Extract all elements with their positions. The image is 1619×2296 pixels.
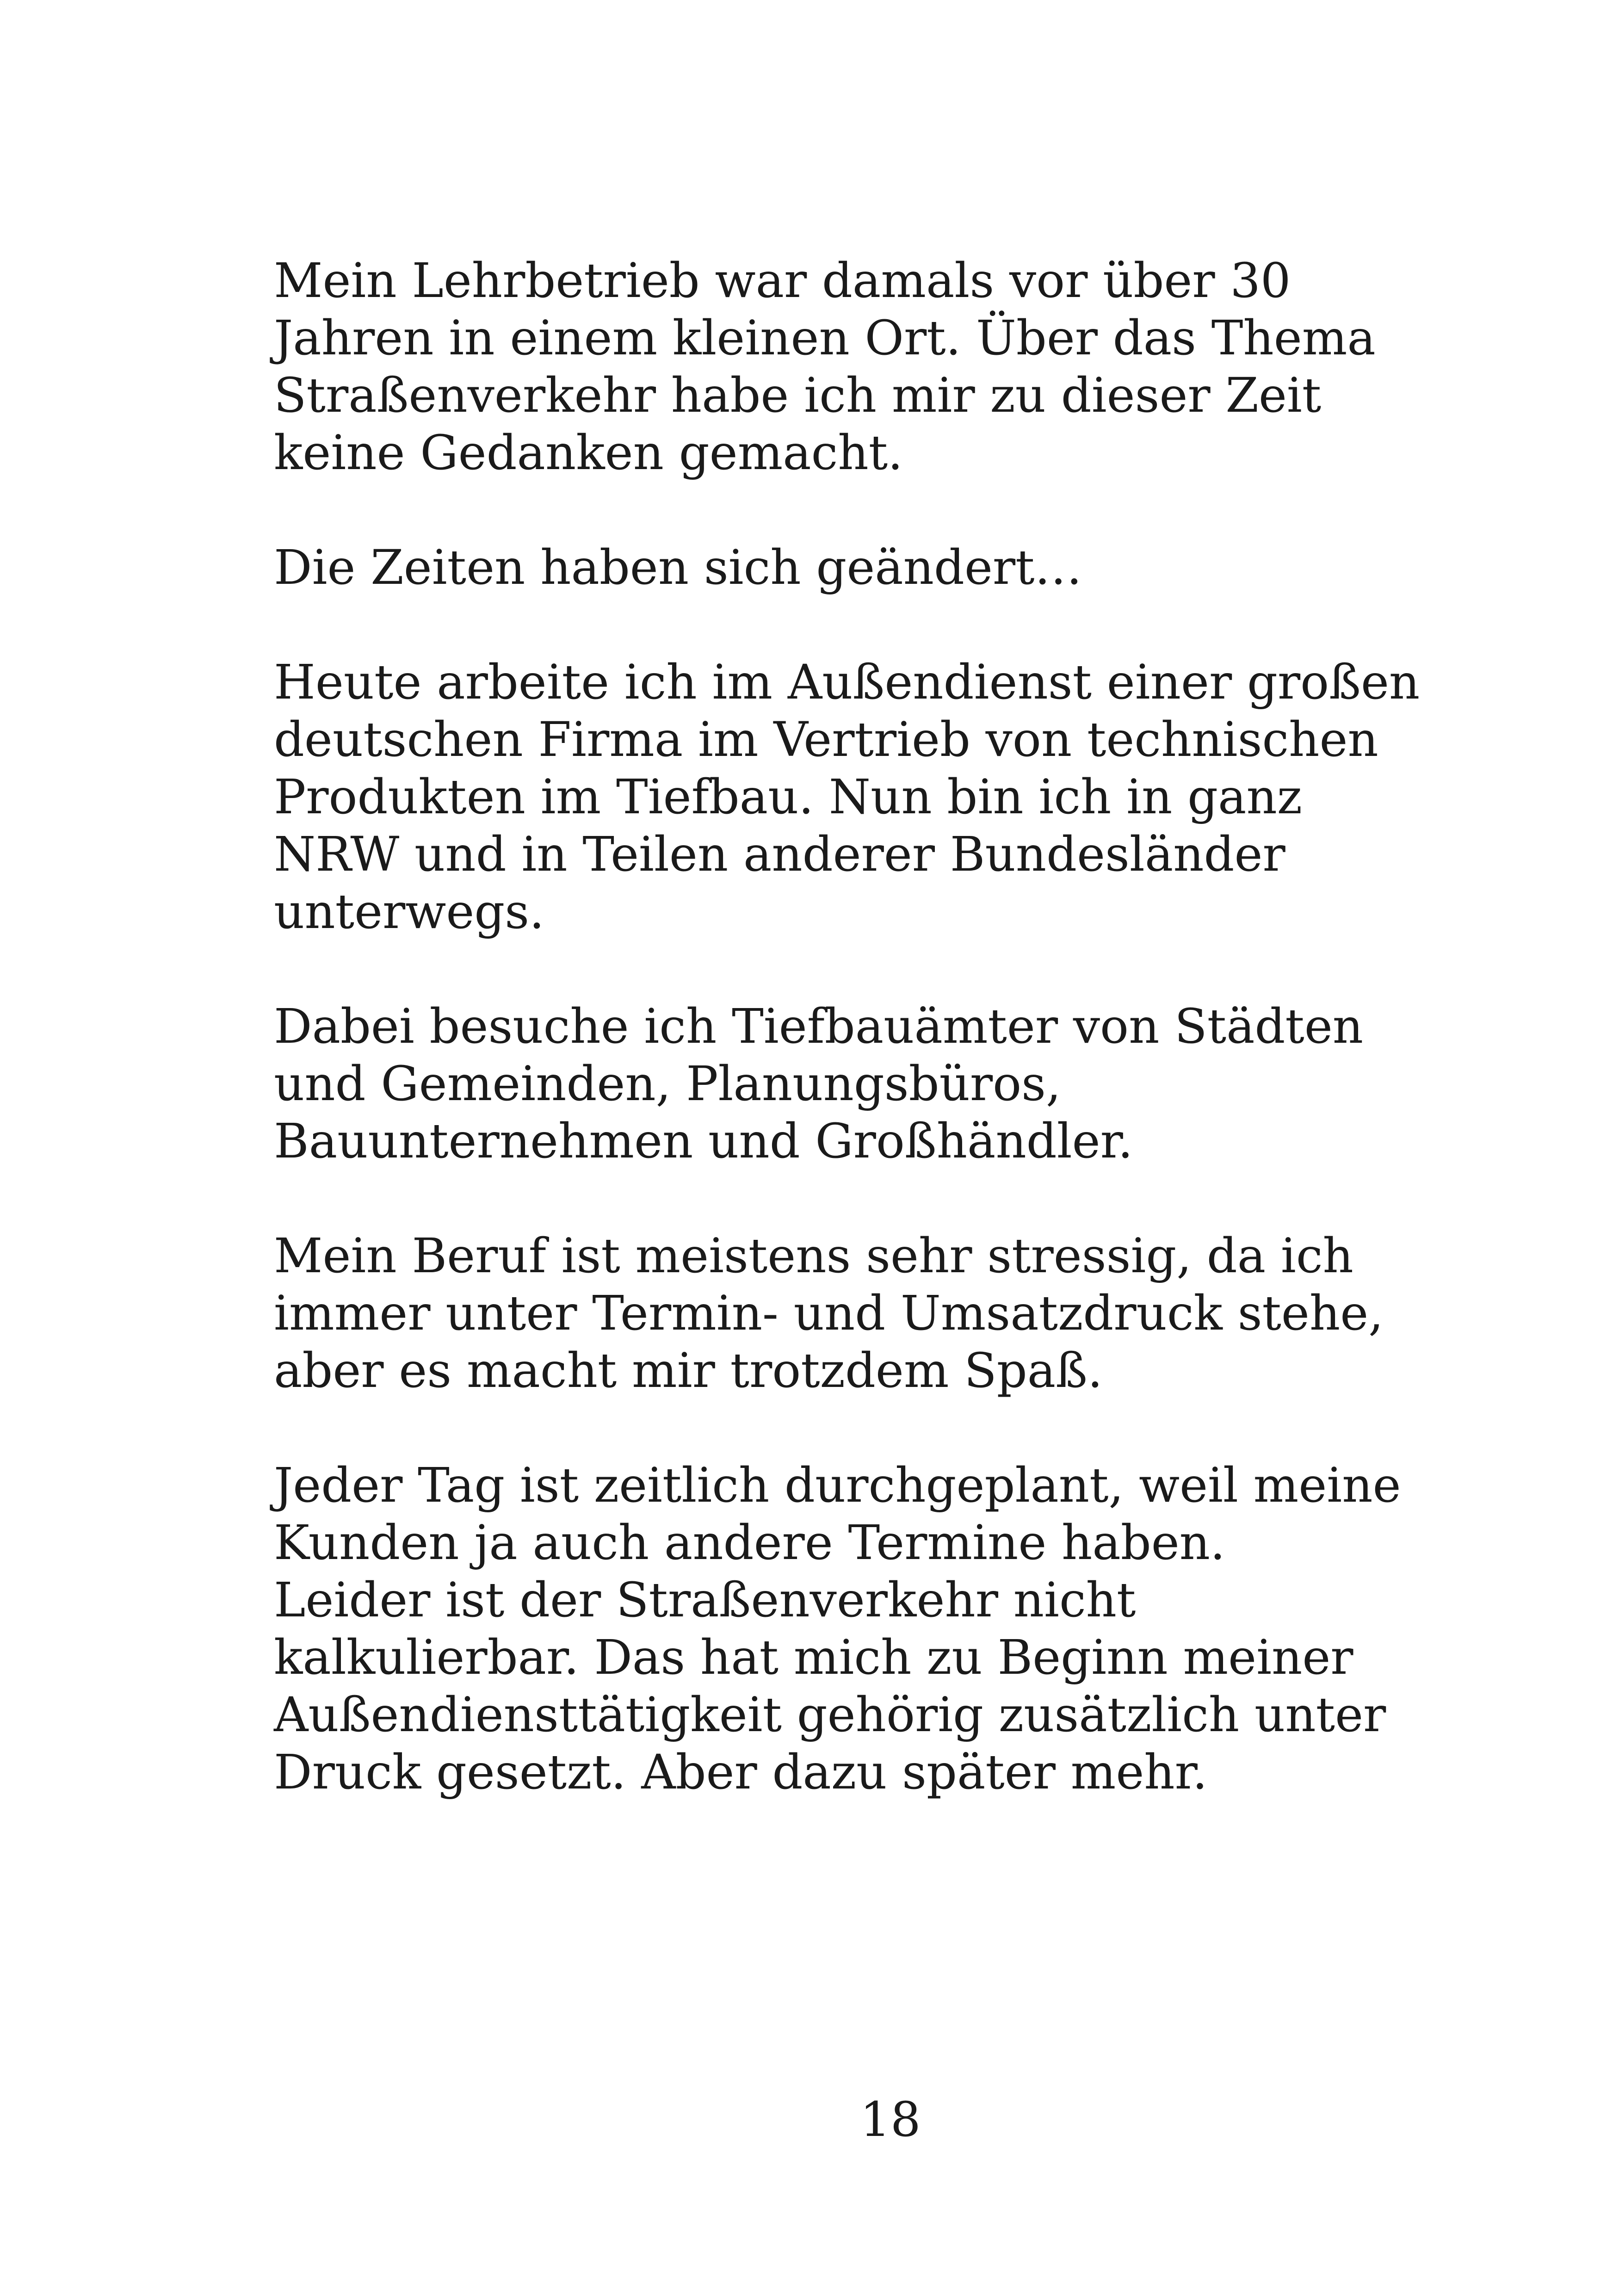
text-line: keine Gedanken gemacht. (274, 425, 903, 481)
text-line: Druck gesetzt. Aber dazu später mehr. (274, 1745, 1208, 1800)
paragraph (274, 654, 1420, 941)
body-text (274, 252, 1420, 1858)
paragraph (274, 998, 1393, 1170)
text-line: kalkulierbar. Das hat mich zu Beginn meiner (274, 1630, 1353, 1685)
text-line: Die Zeiten haben sich geändert… (274, 540, 1082, 595)
text-line: NRW und in Teilen anderer Bundesländer (274, 827, 1285, 882)
text-line: immer unter Termin- und Umsatzdruck stehe, (274, 1286, 1384, 1341)
paragraph (274, 539, 1393, 596)
text-line: Mein Beruf ist meistens sehr stressig, da ich (274, 1228, 1353, 1284)
text-line: Dabei besuche ich Tiefbauämter von Städten (274, 999, 1364, 1054)
text-line: Heute arbeite ich im Außendienst einer großen (274, 655, 1420, 710)
text-line: deutschen Firma im Vertrieb von technischen (274, 712, 1378, 767)
text-line: Jeder Tag ist zeitlich durchgeplant, weil meine (274, 1458, 1401, 1513)
text-line: Leider ist der Straßenverkehr nicht (274, 1572, 1136, 1628)
paragraph (274, 1227, 1393, 1399)
paragraph (274, 1457, 1401, 1801)
text-line: und Gemeinden, Planungsbüros, (274, 1056, 1061, 1112)
text-line: Produkten im Tiefbau. Nun bin ich in ganz (274, 769, 1303, 825)
page-number: 18 (860, 2092, 921, 2147)
text-line: Kunden ja auch andere Termine haben. (274, 1515, 1225, 1571)
text-line: aber es macht mir trotzdem Spaß. (274, 1343, 1103, 1399)
text-line: Außendiensttätigkeit gehörig zusätzlich unter (274, 1687, 1386, 1743)
paragraph (274, 252, 1393, 482)
text-line: Jahren in einem kleinen Ort. Über das Thema (274, 310, 1376, 366)
text-line: Straßenverkehr habe ich mir zu dieser Zeit (274, 368, 1322, 423)
text-line: Mein Lehrbetrieb war damals vor über 30 (274, 253, 1291, 309)
text-line: Bauunternehmen und Großhändler. (274, 1114, 1133, 1169)
text-line: unterwegs. (274, 884, 544, 940)
